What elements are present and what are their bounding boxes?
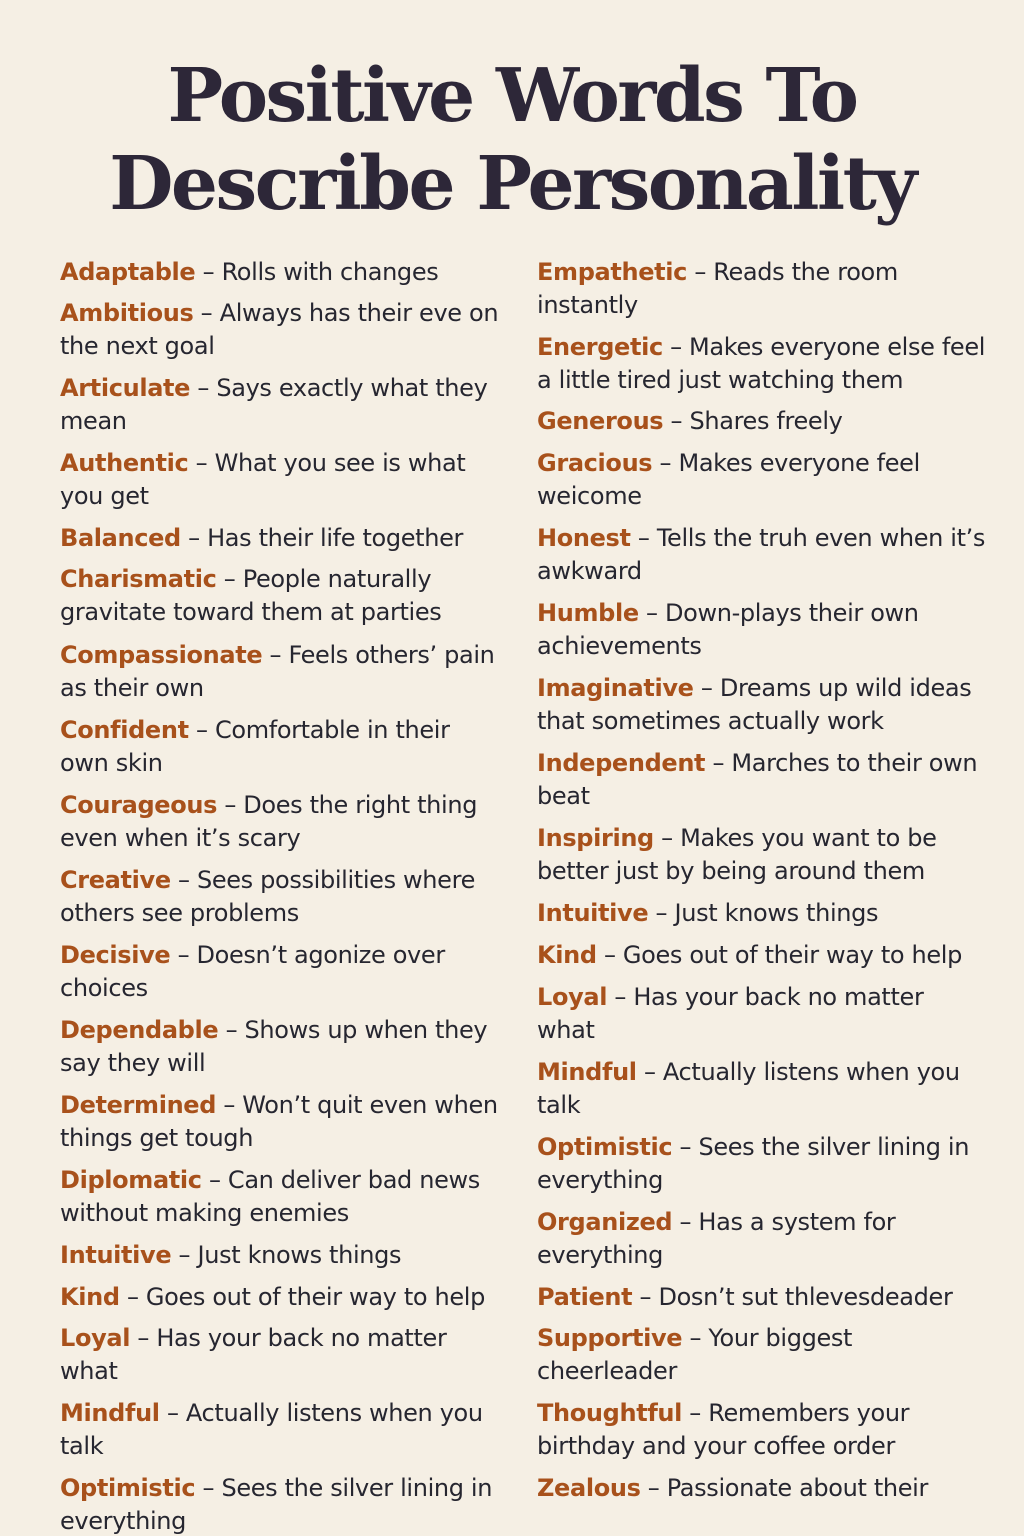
trait-description: Comfortable in their own skin (60, 716, 450, 777)
trait-description: Doesn’t agonize over choices (60, 941, 445, 1002)
list-item (60, 1472, 500, 1536)
page-title (0, 52, 1024, 228)
dash-separator: – (195, 1474, 222, 1502)
trait-description: Rolls with changes (221, 258, 439, 286)
trait-word: Articulate (60, 374, 191, 402)
trait-word: Patient (537, 1283, 633, 1311)
trait-word: Compassionate (60, 641, 263, 669)
list-item (60, 1397, 500, 1463)
list-item (537, 522, 987, 588)
trait-description: Says exactly what they mean (60, 374, 488, 435)
list-item (537, 447, 987, 513)
trait-word: Intuitive (60, 1241, 172, 1269)
dash-separator: – (262, 641, 289, 669)
dash-separator: – (630, 524, 657, 552)
list-item (60, 1164, 500, 1230)
trait-word: Generous (537, 407, 664, 435)
trait-word: Energetic (537, 333, 663, 361)
trait-word: Authentic (60, 449, 189, 477)
trait-word: Gracious (537, 449, 653, 477)
dash-separator: – (218, 1016, 245, 1044)
trait-description: Feels others’ pain as their own (60, 641, 495, 702)
dash-separator: – (130, 1324, 157, 1352)
list-item (60, 639, 500, 705)
trait-description: Shares freely (689, 407, 843, 435)
dash-separator: – (170, 941, 197, 969)
list-item (537, 1397, 987, 1463)
trait-word: Kind (60, 1283, 120, 1311)
trait-description: Has your back no matter what (537, 983, 924, 1044)
trait-description: Won’t quit even when things get tough (60, 1091, 498, 1152)
trait-description: Marches to their own beat (537, 749, 978, 810)
trait-description: People naturally gravitate toward them at parties (60, 565, 442, 626)
trait-description: Your biggest cheerleader (537, 1324, 853, 1385)
list-item (60, 1089, 500, 1155)
trait-word: Loyal (537, 983, 608, 1011)
list-item (537, 747, 987, 813)
trait-word: Thoughtful (537, 1399, 683, 1427)
dash-separator: – (682, 1324, 709, 1352)
trait-description: Goes out of their way to help (622, 941, 962, 969)
list-item (60, 1014, 500, 1080)
dash-separator: – (217, 791, 244, 819)
dash-separator: – (171, 1241, 198, 1269)
trait-description: Dosn’t sut thlevesdeader (658, 1283, 953, 1311)
dash-separator: – (638, 599, 665, 627)
dash-separator: – (180, 524, 208, 552)
list-item (60, 1239, 500, 1272)
dash-separator: – (170, 866, 197, 894)
trait-description: Sees possibilities where others see problems (60, 866, 475, 927)
list-item (537, 822, 987, 888)
trait-word: Optimistic (60, 1474, 196, 1502)
list-item (537, 1472, 987, 1505)
dash-separator: – (188, 716, 215, 744)
trait-word: Ambitious (60, 299, 194, 327)
list-item (60, 939, 500, 1005)
trait-word: Determined (60, 1091, 217, 1119)
dash-separator: – (640, 1474, 667, 1502)
list-item (537, 1322, 987, 1388)
trait-description: Remembers your birthday and your coffee order (537, 1399, 910, 1460)
dash-separator: – (687, 258, 714, 286)
trait-description: Has a system for everything (537, 1208, 896, 1269)
list-item (537, 1131, 987, 1197)
trait-word: Creative (60, 866, 171, 894)
trait-description: Has their life together (207, 524, 464, 552)
dash-separator: – (607, 983, 634, 1011)
trait-description: Reads the room instantly (537, 258, 898, 319)
trait-description: Actually listens when you talk (537, 1058, 960, 1119)
dash-separator: – (652, 449, 679, 477)
dash-separator: – (190, 374, 217, 402)
dash-separator: – (636, 1058, 663, 1086)
trait-description: Can deliver bad news without making enemies (60, 1166, 480, 1227)
trait-word: Zealous (537, 1474, 641, 1502)
trait-word: Supportive (537, 1324, 683, 1352)
trait-description: Actually listens when you talk (60, 1399, 483, 1460)
list-item (60, 1281, 500, 1314)
list-item (60, 1322, 500, 1388)
trait-word: Adaptable (60, 258, 196, 286)
trait-description: Goes out of their way to help (145, 1283, 485, 1311)
page-title-line-2: Describe Personality (109, 141, 915, 227)
list-item (60, 522, 500, 555)
trait-description: Down-plays their own achievements (537, 599, 919, 660)
list-item (60, 789, 500, 855)
trait-description: Does the right thing even when it’s scary (60, 791, 478, 852)
trait-description: Shows up when they say they will (60, 1016, 488, 1077)
trait-description: Sees the silver lining in everything (537, 1133, 970, 1194)
list-item (60, 563, 500, 629)
trait-word: Balanced (60, 524, 181, 552)
list-item (537, 405, 987, 438)
dash-separator: – (653, 824, 681, 852)
trait-word: Loyal (60, 1324, 131, 1352)
dash-separator: – (693, 674, 720, 702)
list-item (60, 447, 500, 513)
list-item (537, 256, 987, 322)
trait-word: Empathetic (537, 258, 688, 286)
list-item (537, 981, 987, 1047)
trait-description: Sees the silver lining in everything (60, 1474, 493, 1535)
trait-word: Humble (537, 599, 639, 627)
trait-word: Mindful (537, 1058, 637, 1086)
trait-description: Tells the truh even when it’s awkward (537, 524, 986, 585)
dash-separator: – (188, 449, 215, 477)
trait-description: Dreams up wild ideas that sometimes actually work (537, 674, 972, 735)
trait-word: Inspiring (537, 824, 654, 852)
trait-word: Optimistic (537, 1133, 673, 1161)
list-item (537, 939, 987, 972)
trait-word: Charismatic (60, 565, 217, 593)
trait-word: Courageous (60, 791, 218, 819)
dash-separator: – (682, 1399, 709, 1427)
list-item (537, 1056, 987, 1122)
list-item (60, 297, 500, 363)
list-item (537, 1281, 987, 1314)
dash-separator: – (193, 299, 220, 327)
list-item (537, 331, 987, 397)
trait-word: Dependable (60, 1016, 219, 1044)
dash-separator: – (705, 749, 732, 777)
dash-separator: – (159, 1399, 186, 1427)
page-title-line-1: Positive Words To (167, 53, 857, 139)
list-item (60, 714, 500, 780)
list-item (60, 864, 500, 930)
trait-word: Kind (537, 941, 597, 969)
list-item (60, 256, 500, 289)
trait-word: Confident (60, 716, 189, 744)
list-item (537, 1206, 987, 1272)
dash-separator: – (119, 1283, 146, 1311)
trait-word: Organized (537, 1208, 673, 1236)
list-item (537, 597, 987, 663)
trait-word: Diplomatic (60, 1166, 202, 1194)
dash-separator: – (216, 565, 243, 593)
trait-description: What you see is what you get (60, 449, 466, 510)
dash-separator: – (663, 407, 690, 435)
list-item (537, 672, 987, 738)
dash-separator: – (596, 941, 623, 969)
trait-description: Makes you want to be better just by being around them (537, 824, 937, 885)
trait-word: Independent (537, 749, 706, 777)
trait-description: Just knows things (674, 899, 879, 927)
dash-separator: – (632, 1283, 659, 1311)
trait-word: Honest (537, 524, 631, 552)
trait-word: Intuitive (537, 899, 649, 927)
list-item (60, 372, 500, 438)
trait-word: Imaginative (537, 674, 694, 702)
dash-separator: – (195, 258, 222, 286)
dash-separator: – (672, 1208, 699, 1236)
dash-separator: – (662, 333, 690, 361)
trait-word: Mindful (60, 1399, 160, 1427)
dash-separator: – (216, 1091, 243, 1119)
trait-description: Always has their eve on the next goal (60, 299, 499, 360)
list-item (537, 897, 987, 930)
trait-word: Decisive (60, 941, 171, 969)
dash-separator: – (648, 899, 675, 927)
dash-separator: – (672, 1133, 699, 1161)
dash-separator: – (201, 1166, 228, 1194)
trait-description: Passionate about their (666, 1474, 929, 1502)
trait-description: Has your back no matter what (60, 1324, 447, 1385)
trait-description: Makes everyone else feel a little tired just watching them (537, 333, 986, 394)
trait-description: Just knows things (197, 1241, 402, 1269)
trait-description: Makes everyone feel weicome (537, 449, 920, 510)
